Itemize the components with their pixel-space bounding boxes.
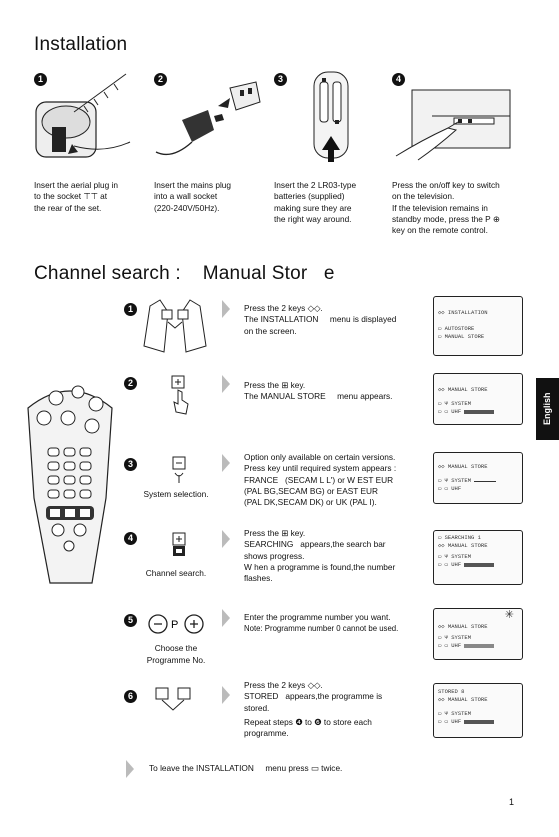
flashing-number-icon: ✳ [504, 608, 514, 621]
plus-key-icon [170, 531, 190, 559]
screen-programme-number: ✳ ◇◇ MANUAL STORE ▭ Ψ SYSTEM ▭ ▭ UHF [433, 608, 523, 660]
menu-key-icon [166, 374, 192, 416]
step-number: 3 [124, 458, 137, 471]
hands-keys-icon [140, 296, 210, 358]
leave-instruction: To leave the INSTALLATION menu press ▭ twice. [149, 763, 343, 773]
battery-remote-illustration [300, 70, 362, 170]
step-number: 2 [154, 73, 167, 86]
leave-arrow [126, 760, 134, 778]
step-2-text: Press the ⊞ key. The MANUAL STORE menu appears. [244, 380, 393, 402]
step-arrow [222, 530, 230, 548]
step-5-label: Choose the Programme No. [146, 643, 206, 665]
step-number: 1 [34, 73, 47, 86]
tv-power-key-illustration [392, 88, 512, 163]
screen-searching: ▭ SEARCHING 1 ◇◇ MANUAL STORE ▭ Ψ SYSTEM ▭ ▭ UHF [433, 530, 523, 585]
step-5-text: Enter the programme number you want. Note: Programme number 0 cannot be used. [244, 612, 399, 634]
screen-installation-menu: ◇◇ INSTALLATION ▭ AUTOSTORE ▭ MANUAL STORE [433, 296, 523, 356]
step-3-text: Option only available on certain versions. Press key until required system appears : FRANCE (SECAM L L') or W EST EUR (PAL BG,SECAM BG) or EAST EUR (PAL DK,SECAM DK) or UK (PAL I). [244, 452, 397, 508]
step-arrow [222, 686, 230, 704]
step-arrow [222, 375, 230, 393]
step-number: 4 [124, 532, 137, 545]
step-6-text: Press the 2 keys ◇◇. STORED appears,the programme is stored. Repeat steps ❹ to ❻ to store each programme. [244, 680, 383, 739]
step-number: 4 [392, 73, 405, 86]
step-number: 3 [274, 73, 287, 86]
install-step-3-text: Insert the 2 LR03-type batteries (supplied) making sure they are the right way around. [274, 180, 357, 224]
screen-manual-store: ◇◇ MANUAL STORE ▭ Ψ SYSTEM ▭ ▭ UHF [433, 373, 523, 425]
store-keys-icon [150, 684, 196, 714]
install-step-4-text: Press the on/off key to switch on the television. If the television remains in standby mode, press the P ⊕ key on the remote control. [392, 180, 500, 236]
language-tab: English [536, 378, 559, 440]
step-4-text: Press the ⊞ key. SEARCHING appears,the search bar shows progress. W hen a programme is found,the number flashes. [244, 528, 396, 584]
page-number: 1 [509, 797, 515, 807]
screen-stored: STORED 8 ◇◇ MANUAL STORE ▭ Ψ SYSTEM ▭ ▭ UHF [433, 683, 523, 738]
installation-title: Installation [34, 34, 128, 55]
step-arrow [222, 609, 230, 627]
program-keys-icon [146, 612, 208, 636]
minus-key-icon [170, 455, 190, 485]
step-1-text: Press the 2 keys ◇◇. The INSTALLATION menu is displayed on the screen. [244, 303, 397, 336]
step-number: 6 [124, 690, 137, 703]
screen-system-select: ◇◇ MANUAL STORE ▭ Ψ SYSTEM ▭ ▭ UHF [433, 452, 523, 504]
step-arrow [222, 300, 230, 318]
remote-control-illustration [22, 378, 118, 593]
channel-search-title: Channel search : Manual Stor e [34, 263, 335, 284]
mains-plug-illustration [152, 80, 264, 165]
install-step-1-text: Insert the aerial plug in to the socket ⊤⊤ at the rear of the set. [34, 180, 118, 213]
step-4-label: Channel search. [145, 568, 207, 578]
step-3-label: System selection. [143, 489, 209, 499]
tv-aerial-illustration [34, 72, 134, 164]
step-number: 5 [124, 614, 137, 627]
step-number: 2 [124, 377, 137, 390]
step-number: 1 [124, 303, 137, 316]
install-step-2-text: Insert the mains plug into a wall socket (220-240V/50Hz). [154, 180, 232, 213]
step-arrow [222, 454, 230, 472]
svg-text:P: P [171, 619, 179, 631]
